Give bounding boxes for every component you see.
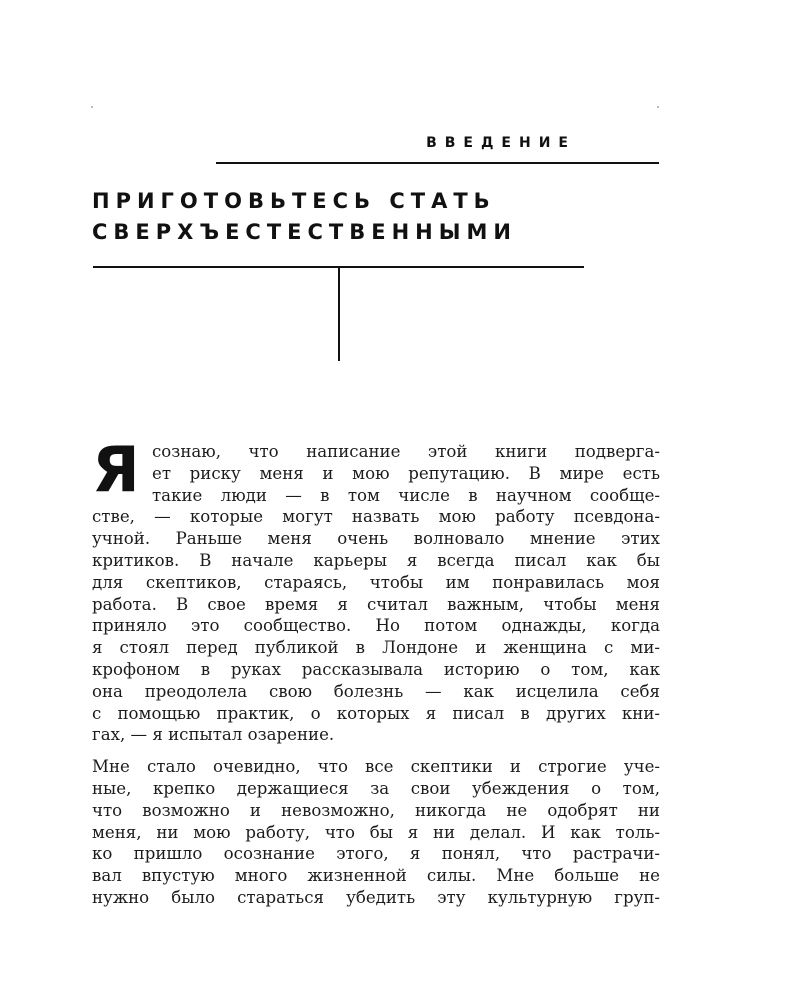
crop-mark-left <box>91 106 93 108</box>
text-line: Мне стало очевидно, что все скептики и строгие уче- <box>92 757 660 777</box>
header-rule <box>216 162 659 164</box>
body-text <box>92 433 660 909</box>
text-line: вал впустую много жизненной силы. Мне больше не <box>92 866 660 886</box>
text-line: крофоном в руках рассказывала историю о том, как <box>92 659 660 679</box>
text-line: для скептиков, стараясь, чтобы им понравилась моя <box>92 572 660 592</box>
text-line: меня, ни мою работу, что бы я ни делал. И как толь- <box>92 822 660 842</box>
text-line: учной. Раньше меня очень волновало мнение этих <box>92 529 660 549</box>
section-label: ВВЕДЕНИЕ <box>426 135 576 151</box>
chapter-title-line-2: СВЕРХЪЕСТЕСТВЕННЫМИ <box>92 220 517 244</box>
text-line: критиков. В начале карьеры я всегда писал как бы <box>92 550 660 570</box>
drop-cap: Я <box>92 433 140 506</box>
paragraph-1 <box>92 433 660 746</box>
text-line: гах, — я испытал озарение. <box>92 725 335 745</box>
text-line: ет риску меня и мою репутацию. В мире есть <box>152 463 660 483</box>
text-line: стве, — которые могут назвать мою работу псевдона- <box>92 507 660 527</box>
crop-mark-right <box>657 106 659 108</box>
text-line: сознаю, что написание этой книги подверга- <box>152 442 660 461</box>
text-line: ные, крепко держащиеся за свои убеждения о том, <box>92 778 660 798</box>
text-line: такие люди — в том числе в научном сообще- <box>152 485 660 505</box>
text-line: с помощью практик, о которых я писал в других кни- <box>92 703 660 723</box>
text-line: ко пришло осознание этого, я понял, что растрачи- <box>92 844 660 864</box>
chapter-title <box>92 186 517 248</box>
chapter-title-line-1: ПРИГОТОВЬТЕСЬ СТАТЬ <box>92 189 496 213</box>
text-line: что возможно и невозможно, никогда не одобрят ни <box>92 800 660 820</box>
paragraph-2 <box>92 756 660 909</box>
text-line: она преодолела свою болезнь — как исцелила себя <box>92 681 660 701</box>
text-line: нужно было стараться убедить эту культурную груп- <box>92 887 660 907</box>
text-line: я стоял перед публикой в Лондоне и женщина с ми- <box>92 638 660 658</box>
text-line: приняло это сообщество. Но потом однажды, когда <box>92 616 660 636</box>
vertical-rule <box>338 266 340 361</box>
text-line: работа. В свое время я считал важным, чтобы меня <box>92 594 660 614</box>
